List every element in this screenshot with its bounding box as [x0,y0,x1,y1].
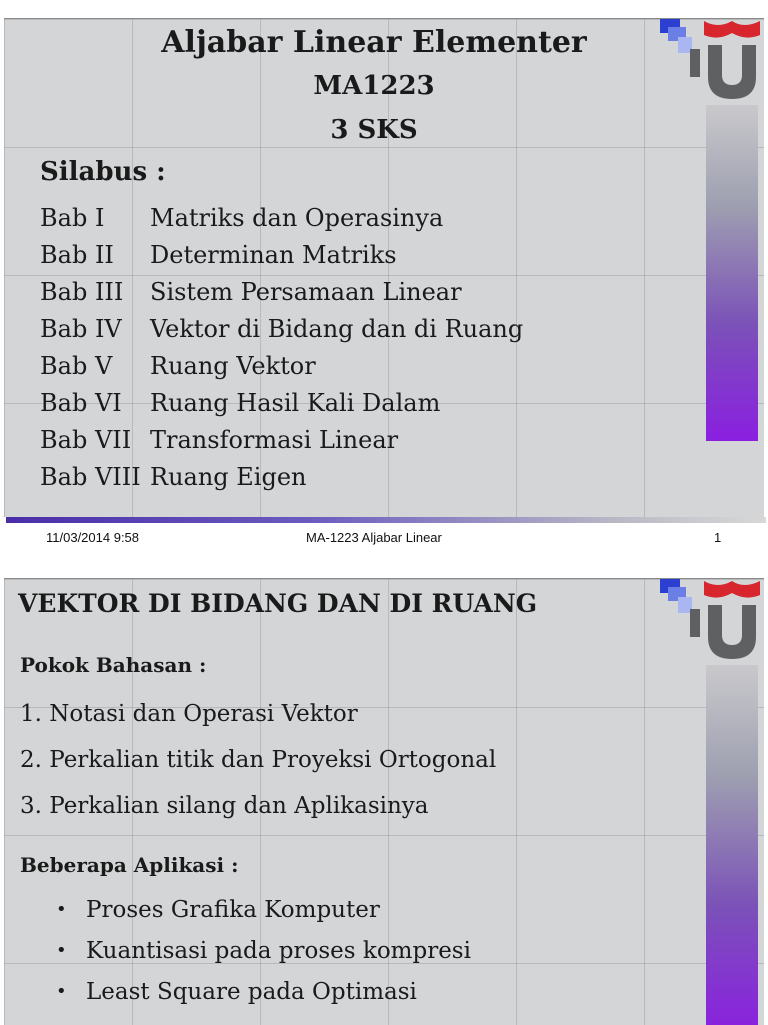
bullet-icon: • [56,981,67,1002]
chapter-title: Ruang Hasil Kali Dalam [150,388,441,417]
list-item: 2. Perkalian titik dan Proyeksi Ortogonal [20,747,497,773]
list-item [40,421,523,458]
list-item [56,930,471,971]
decorative-gradient-bar [706,665,758,1025]
list-item [40,384,523,421]
application-text: Proses Grafika Komputer [86,896,380,923]
footer-divider [6,517,766,523]
chapter-number: Bab III [40,277,124,306]
list-item [40,310,523,347]
topics-heading: Pokok Bahasan : [20,653,207,677]
chapter-title: Determinan Matriks [150,240,397,269]
course-code: MA1223 [313,71,435,101]
footer-course: MA-1223 Aljabar Linear [306,530,442,545]
chapter-title: Vektor di Bidang dan di Ruang [150,314,524,343]
list-item [40,273,523,310]
list-item [56,971,471,1012]
list-item [40,347,523,384]
list-item: 3. Perkalian silang dan Aplikasinya [20,793,429,819]
chapter-title: Matriks dan Operasinya [150,203,444,232]
chapter-title: Ruang Vektor [150,351,316,380]
decorative-gradient-bar [706,105,758,441]
chapter-list [40,199,523,495]
list-item [56,889,471,930]
bullet-icon: • [56,899,67,920]
slide-1 [4,18,764,517]
footer-date: 11/03/2014 9:58 [46,530,140,545]
application-list [56,889,471,1012]
slide-title: VEKTOR DI BIDANG DAN DI RUANG [18,589,538,618]
chapter-number: Bab IV [40,314,122,343]
chapter-number: Bab V [40,351,113,380]
topic-list [20,691,496,829]
chapter-number: Bab VIII [40,462,141,491]
list-item: 1. Notasi dan Operasi Vektor [20,701,358,727]
chapter-title: Transformasi Linear [150,425,399,454]
application-text: Kuantisasi pada proses kompresi [86,937,471,964]
chapter-title: Ruang Eigen [150,462,307,491]
applications-heading: Beberapa Aplikasi : [20,853,239,877]
page-number: 1 [714,530,722,545]
list-item [40,458,523,495]
list-item [40,199,523,236]
chapter-title: Sistem Persamaan Linear [150,277,462,306]
list-item [40,236,523,273]
syllabus-heading: Silabus : [40,157,166,187]
application-text: Least Square pada Optimasi [86,978,417,1005]
slide-title: Aljabar Linear Elementer [161,25,587,60]
university-logo-icon [660,579,764,669]
course-credits: 3 SKS [330,115,418,145]
bullet-icon: • [56,940,67,961]
chapter-number: Bab VII [40,425,132,454]
slide-2 [4,578,764,1025]
chapter-number: Bab II [40,240,114,269]
chapter-number: Bab VI [40,388,122,417]
chapter-number: Bab I [40,203,105,232]
